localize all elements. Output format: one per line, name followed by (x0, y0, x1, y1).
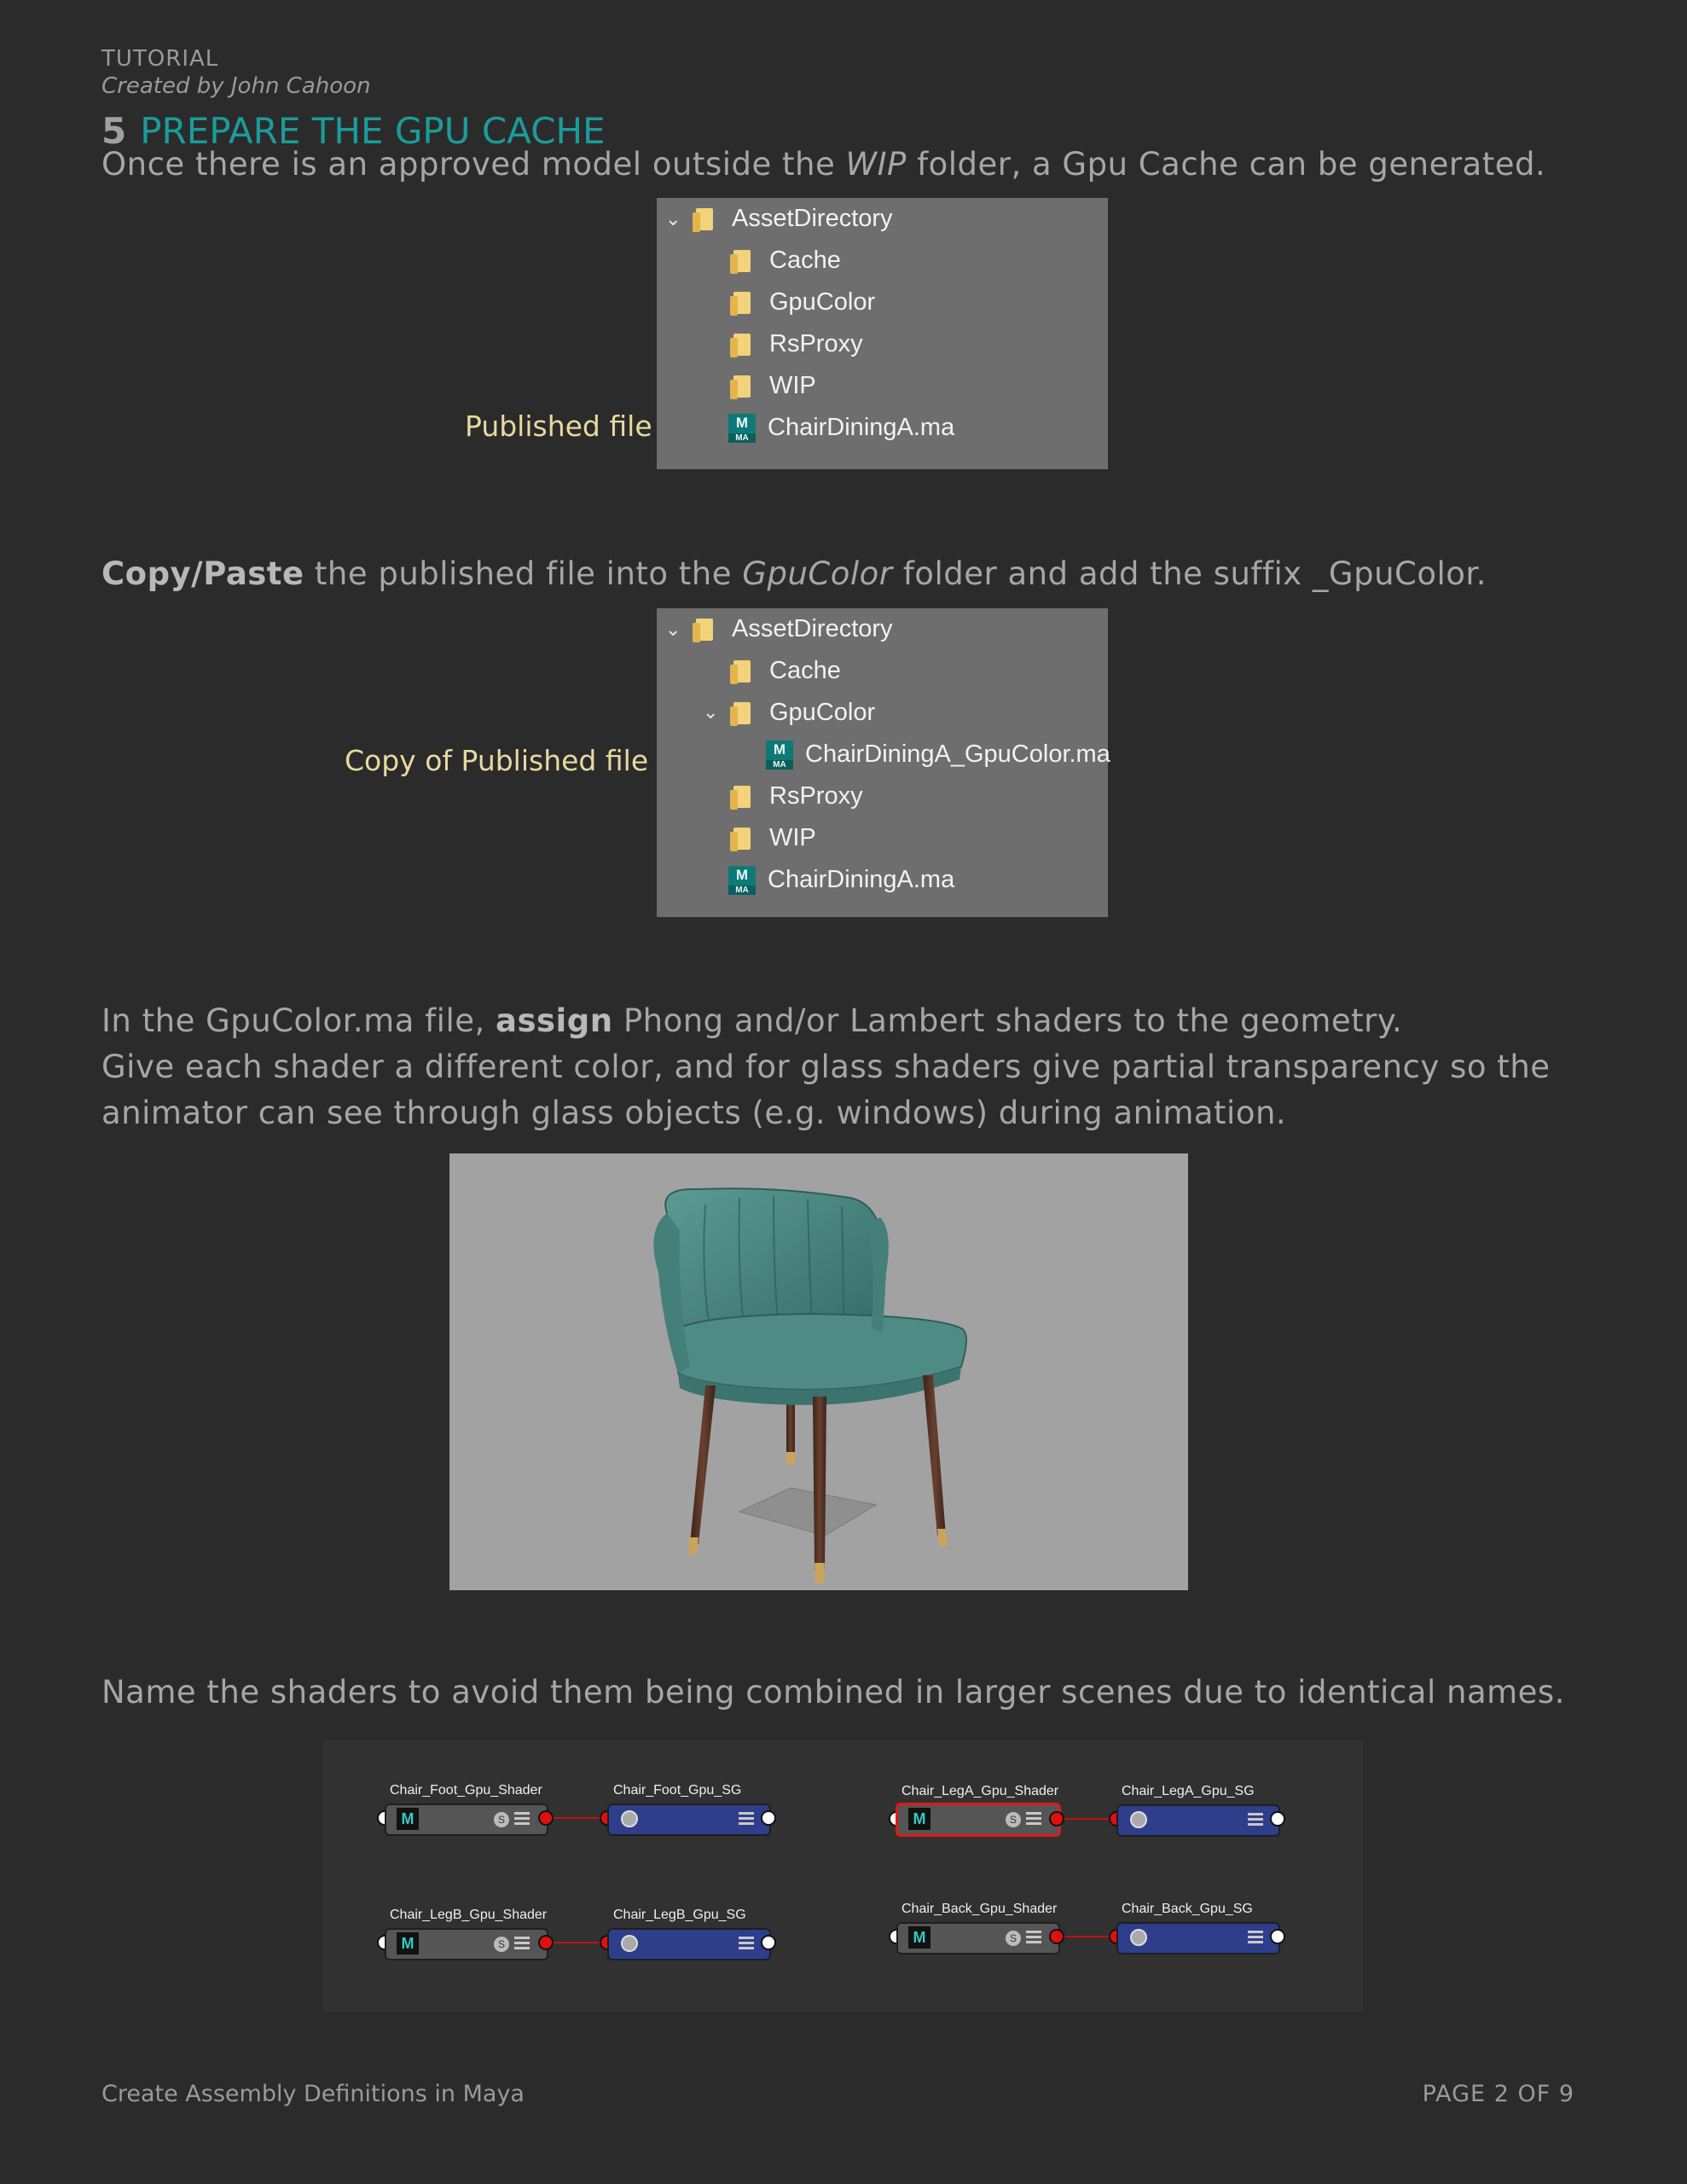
shading-group-icon (1130, 1811, 1147, 1828)
shader-node-foot[interactable] (385, 1804, 548, 1836)
output-port[interactable] (538, 1935, 554, 1950)
output-port[interactable] (1270, 1929, 1285, 1944)
shading-group-node-legA[interactable] (1116, 1804, 1280, 1837)
maya-shader-icon: M (908, 1926, 930, 1949)
tree-item-root[interactable] (693, 608, 893, 650)
shading-group-icon (621, 1810, 638, 1827)
tree-item-rsproxy[interactable] (730, 775, 863, 817)
swatch-icon: S (1006, 1812, 1021, 1827)
paragraph-4: Name the shaders to avoid them being combined in larger scenes due to identical names. (101, 1674, 1565, 1711)
tree-item-published-file[interactable] (728, 407, 954, 449)
section-title: PREPARE THE GPU CACHE (140, 110, 606, 152)
folder-icon (730, 784, 754, 810)
tree-item-rsproxy[interactable] (730, 323, 863, 365)
tree-item-root[interactable] (693, 198, 893, 240)
tree-item-label: WIP (769, 824, 816, 851)
chair-foot (815, 1563, 825, 1583)
connection-wire (554, 1817, 600, 1819)
chair-leg-front-right (923, 1375, 946, 1536)
tree-item-label: GpuColor (769, 288, 876, 316)
attribute-list-icon (1248, 1813, 1263, 1828)
p1-emphasis: WIP (845, 146, 907, 183)
tree-item-label: RsProxy (769, 782, 863, 810)
maya-file-icon (728, 414, 756, 443)
folder-icon (730, 332, 754, 357)
node-label: Chair_LegA_Gpu_SG (1122, 1784, 1255, 1798)
maya-shader-icon: M (397, 1808, 419, 1830)
node-label: Chair_LegB_Gpu_Shader (390, 1908, 548, 1922)
maya-file-icon-tag: MA (728, 433, 756, 443)
file-explorer-tree-1 (657, 198, 1108, 469)
chair-render-viewport (449, 1153, 1188, 1590)
tree-item-label: ChairDiningA_GpuColor.ma (805, 741, 1110, 768)
shader-node-legA-selected[interactable] (896, 1803, 1061, 1837)
callout-published: Published file (465, 410, 652, 443)
paragraph-3-line-3: animator can see through glass objects (e.g. windows) during animation. (101, 1095, 1287, 1131)
tree-item-label: GpuColor (769, 699, 876, 726)
attribute-list-icon (1026, 1931, 1041, 1946)
maya-shader-icon: M (908, 1808, 930, 1830)
tree-item-wip[interactable] (730, 365, 816, 407)
tree-item-label: AssetDirectory (732, 205, 893, 232)
ground-grid (739, 1488, 876, 1536)
node-label: Chair_Foot_Gpu_SG (613, 1783, 742, 1798)
attribute-list-icon (514, 1812, 530, 1827)
swatch-icon: S (1006, 1931, 1021, 1946)
attribute-list-icon (1026, 1812, 1041, 1827)
paragraph-3-line-2: Give each shader a different color, and for glass shaders give partial transparency so the (101, 1048, 1551, 1085)
file-explorer-tree-2 (657, 608, 1108, 917)
maya-file-icon-letter: M (773, 741, 786, 758)
shading-group-node-legB[interactable] (607, 1928, 771, 1960)
connection-wire (1064, 1936, 1109, 1937)
p1-text-a: Once there is an approved model outside the (101, 146, 846, 183)
shading-group-icon (1130, 1929, 1147, 1946)
chair-back-leg-left (786, 1401, 795, 1461)
folder-icon (693, 206, 716, 232)
attribute-list-icon (739, 1812, 754, 1827)
maya-file-icon (728, 866, 756, 895)
connection-wire (1064, 1818, 1109, 1820)
shader-node-legB[interactable] (385, 1928, 548, 1960)
node-label: Chair_Foot_Gpu_Shader (390, 1783, 542, 1798)
chair-leg-front-center (813, 1397, 826, 1570)
maya-file-icon (766, 741, 793, 770)
tree-item-label: Cache (769, 657, 841, 684)
folder-icon (693, 617, 716, 642)
shader-node-back[interactable] (896, 1922, 1060, 1955)
attribute-list-icon (1248, 1931, 1263, 1946)
node-label: Chair_LegB_Gpu_SG (613, 1908, 746, 1922)
output-port[interactable] (761, 1935, 776, 1950)
tree-item-label: AssetDirectory (732, 615, 893, 642)
folder-icon (730, 659, 754, 684)
paragraph-1 (101, 142, 1545, 188)
paragraph-3-line-1 (101, 998, 1402, 1044)
swatch-icon: S (494, 1937, 509, 1952)
output-port[interactable] (538, 1810, 554, 1826)
tree-item-cache[interactable] (730, 240, 841, 282)
node-label: Chair_Back_Gpu_SG (1122, 1902, 1253, 1916)
node-label: Chair_Back_Gpu_Shader (901, 1902, 1058, 1916)
footer-page-number: PAGE 2 OF 9 (1422, 2081, 1574, 2107)
tree-item-gpucolor[interactable] (730, 692, 875, 734)
chair-foot (688, 1537, 699, 1554)
p2-emphasis: GpuColor (742, 555, 893, 592)
folder-icon (730, 374, 754, 399)
chevron-down-icon[interactable]: ⌄ (665, 208, 681, 229)
attribute-list-icon (514, 1937, 530, 1952)
folder-icon (730, 248, 754, 274)
header-tutorial: TUTORIAL (101, 46, 219, 72)
output-port[interactable] (1049, 1929, 1064, 1944)
p3-strong: assign (496, 1002, 613, 1039)
p2-text-a: the published file into the (304, 555, 743, 592)
node-editor (322, 1740, 1363, 2012)
tree-item-gpucolor-file[interactable] (766, 734, 1110, 775)
output-port[interactable] (761, 1810, 776, 1826)
maya-file-icon-tag: MA (766, 760, 793, 770)
connection-wire (554, 1942, 600, 1943)
chevron-down-icon[interactable]: ⌄ (665, 619, 681, 640)
output-port[interactable] (1049, 1811, 1064, 1827)
shading-group-icon (621, 1935, 638, 1952)
p3-text-a: In the GpuColor.ma file, (101, 1002, 496, 1039)
p3-text-b: Phong and/or Lambert shaders to the geometry. (612, 1002, 1403, 1039)
chair-illustration (449, 1153, 1188, 1590)
p2-text-b: folder and add the suffix _GpuColor. (892, 555, 1487, 592)
swatch-icon: S (494, 1812, 509, 1827)
chevron-down-icon[interactable]: ⌄ (703, 701, 719, 723)
tree-item-label: ChairDiningA.ma (768, 414, 955, 441)
paragraph-2 (101, 551, 1487, 597)
shading-group-node-back[interactable] (1116, 1922, 1280, 1955)
header-author: Created by John Cahoon (101, 73, 371, 99)
footer-title: Create Assembly Definitions in Maya (101, 2081, 525, 2107)
tree-item-published-file[interactable] (728, 859, 954, 901)
tree-item-gpucolor[interactable] (730, 282, 875, 323)
tree-item-label: WIP (769, 372, 816, 399)
callout-copy-published: Copy of Published file (345, 744, 649, 777)
folder-icon (730, 826, 754, 851)
attribute-list-icon (739, 1937, 754, 1952)
chair-leg-front-left (690, 1385, 716, 1544)
chair-foot (937, 1529, 948, 1546)
shading-group-node-foot[interactable] (607, 1804, 771, 1836)
tree-item-label: Cache (769, 247, 841, 274)
p2-strong: Copy/Paste (101, 555, 304, 592)
section-number: 5 (101, 110, 127, 152)
maya-file-icon-letter: M (735, 866, 749, 883)
maya-shader-icon: M (397, 1932, 419, 1955)
chair-foot (786, 1452, 795, 1464)
tree-item-wip[interactable] (730, 817, 816, 859)
p1-text-b: folder, a Gpu Cache can be generated. (906, 146, 1546, 183)
tree-item-cache[interactable] (730, 650, 841, 692)
maya-file-icon-tag: MA (728, 886, 756, 895)
output-port[interactable] (1270, 1811, 1285, 1827)
maya-file-icon-letter: M (735, 414, 749, 431)
folder-icon (730, 700, 754, 726)
node-label: Chair_LegA_Gpu_Shader (901, 1784, 1059, 1798)
tree-item-label: ChairDiningA.ma (768, 866, 955, 893)
tree-item-label: RsProxy (769, 330, 863, 357)
folder-icon (730, 290, 754, 316)
